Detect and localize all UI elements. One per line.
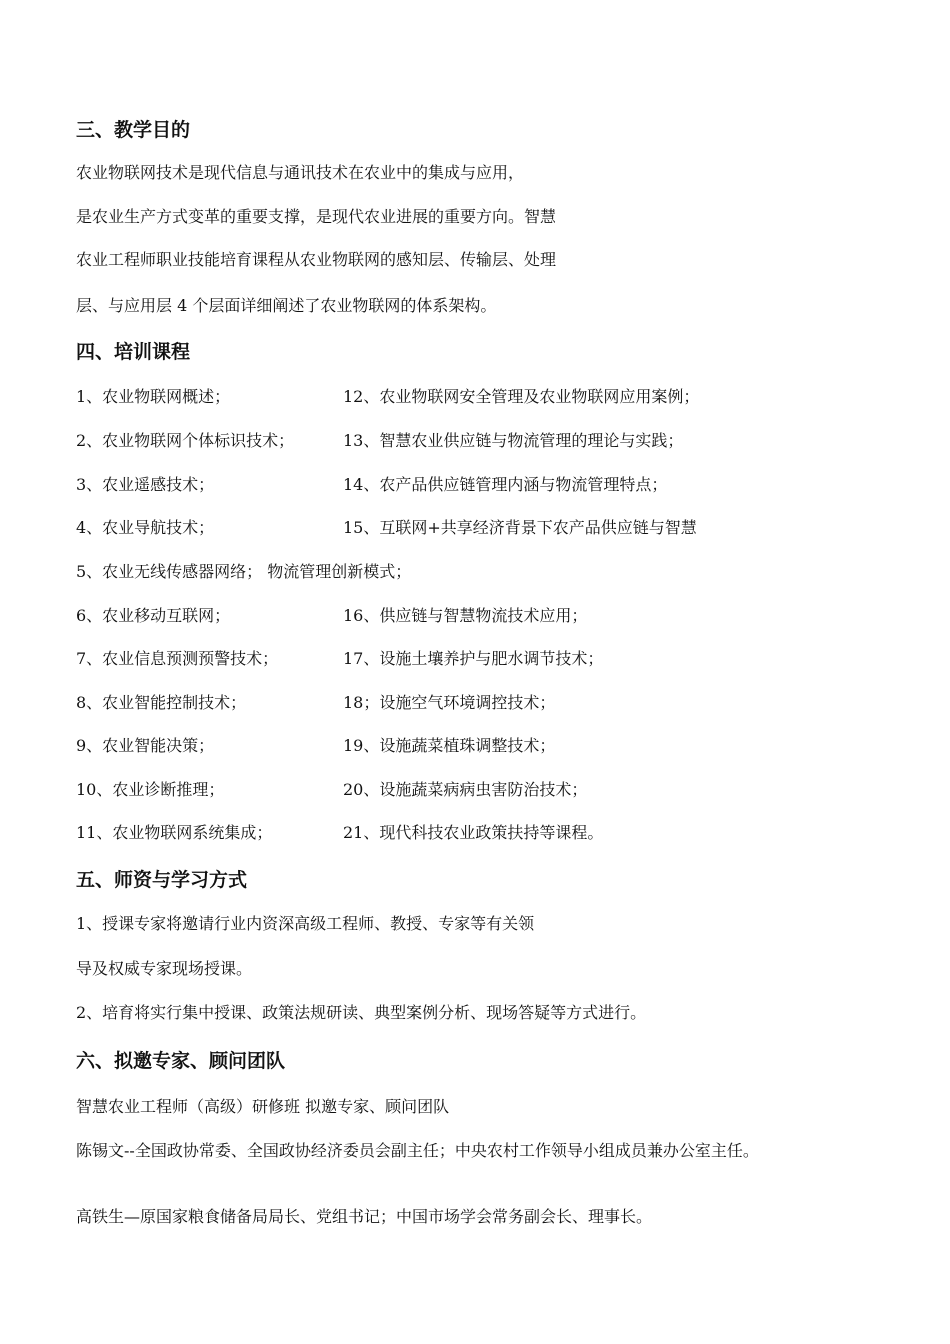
section-heading-teaching-purpose: 三、教学目的	[76, 119, 191, 141]
paragraph-line: 层、与应用层 4 个层面详细阐述了农业物联网的体系架构。	[76, 296, 497, 315]
paragraph-line: 1、授课专家将邀请行业内资深高级工程师、教授、专家等有关领	[76, 914, 535, 933]
paragraph-line: 智慧农业工程师（高级）研修班 拟邀专家、顾问团队	[76, 1097, 450, 1116]
course-item-right: 14、农产品供应链管理内涵与物流管理特点；	[343, 475, 668, 494]
paragraph-line: 导及权威专家现场授课。	[76, 959, 253, 978]
course-item-left: 6、农业移动互联网；	[76, 606, 231, 625]
course-item-left: 4、农业导航技术；	[76, 518, 215, 537]
paragraph-line: 农业物联网技术是现代信息与通讯技术在农业中的集成与应用，	[76, 163, 525, 182]
section-heading-training-courses: 四、培训课程	[76, 341, 191, 363]
paragraph-line: 农业工程师职业技能培育课程从农业物联网的感知层、传输层、处理	[76, 250, 557, 269]
course-item-left: 1、农业物联网概述；	[76, 387, 231, 406]
course-item-right: 15、互联网+共享经济背景下农产品供应链与智慧	[343, 518, 697, 537]
course-item-right: 17、设施土壤养护与肥水调节技术；	[343, 649, 604, 668]
section-heading-expert-team: 六、拟邀专家、顾问团队	[76, 1050, 286, 1072]
section-heading-faculty-and-learning: 五、师资与学习方式	[76, 869, 248, 891]
course-item-right: 19、设施蔬菜植珠调整技术；	[343, 736, 556, 755]
paragraph-line: 是农业生产方式变革的重要支撑，是现代农业进展的重要方向。智慧	[76, 207, 557, 226]
course-item-left: 8、农业智能控制技术；	[76, 693, 247, 712]
expert-entry: 高铁生—原国家粮食储备局局长、党组书记；中国市场学会常务副会长、理事长。	[76, 1207, 653, 1226]
course-item-left: 11、农业物联网系统集成；	[76, 823, 273, 842]
course-item-left: 3、农业遥感技术；	[76, 475, 215, 494]
expert-entry: 陈锡文--全国政协常委、全国政协经济委员会副主任；中央农村工作领导小组成员兼办公室主任。	[76, 1141, 759, 1160]
course-item-right: 21、现代科技农业政策扶持等课程。	[343, 823, 604, 842]
course-item-left: 9、农业智能决策；	[76, 736, 215, 755]
course-item-right: 13、智慧农业供应链与物流管理的理论与实践；	[343, 431, 684, 450]
course-item-right: 16、供应链与智慧物流技术应用；	[343, 606, 588, 625]
course-item-left: 10、农业诊断推理；	[76, 780, 225, 799]
course-item-left: 2、农业物联网个体标识技术；	[76, 431, 295, 450]
course-item-right: 18；设施空气环境调控技术；	[343, 693, 556, 712]
course-item-right: 20、设施蔬菜病病虫害防治技术；	[343, 780, 588, 799]
course-item-left: 7、农业信息预测预警技术；	[76, 649, 279, 668]
course-item-right: 12、农业物联网安全管理及农业物联网应用案例；	[343, 387, 700, 406]
course-item-left: 5、农业无线传感器网络； 物流管理创新模式；	[76, 562, 412, 581]
paragraph-line: 2、培育将实行集中授课、政策法规研读、典型案例分析、现场答疑等方式进行。	[76, 1003, 647, 1022]
